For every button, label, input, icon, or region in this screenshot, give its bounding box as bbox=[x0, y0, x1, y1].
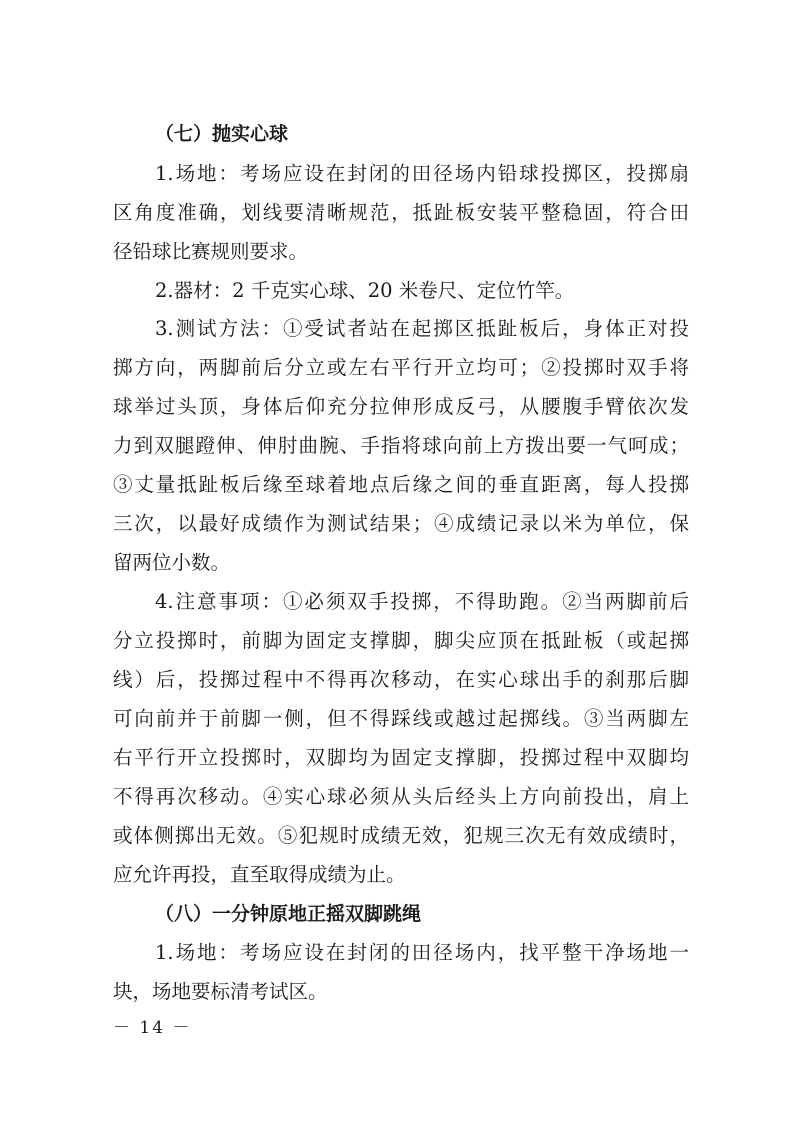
paragraph-line: ③丈量抵趾板后缘至球着地点后缘之间的垂直距离，每人投掷 bbox=[113, 473, 689, 496]
paragraph-line: 力到双腿蹬伸、伸肘曲腕、手指将球向前上方拨出要一气呵成； bbox=[113, 434, 689, 457]
paragraph-line: 2.器材：2 千克实心球、20 米卷尺、定位竹竿。 bbox=[155, 279, 575, 302]
paragraph-line: 右平行开立投掷时，双脚均为固定支撑脚，投掷过程中双脚均 bbox=[113, 746, 689, 769]
paragraph-line: 球举过头顶，身体后仰充分拉伸形成反弓，从腰腹手臂依次发 bbox=[113, 395, 689, 418]
paragraph-line: 线）后，投掷过程中不得再次移动，在实心球出手的刹那后脚 bbox=[113, 668, 689, 691]
paragraph-line: 块，场地要标清考试区。 bbox=[113, 980, 328, 1003]
page-number: － 14 － bbox=[113, 1018, 192, 1038]
paragraph-line: 1.场地：考场应设在封闭的田径场内，找平整干净场地一 bbox=[155, 941, 689, 964]
paragraph-line: 4.注意事项：①必须双手投掷，不得助跑。②当两脚前后 bbox=[155, 590, 689, 613]
paragraph-line: 留两位小数。 bbox=[113, 551, 231, 574]
paragraph-line: 或体侧掷出无效。⑤犯规时成绩无效，犯规三次无有效成绩时， bbox=[113, 824, 689, 847]
section-heading-rope-skipping: （八）一分钟原地正摇双脚跳绳 bbox=[155, 903, 422, 925]
paragraph-line: 三次，以最好成绩作为测试结果；④成绩记录以米为单位，保 bbox=[113, 512, 689, 535]
paragraph-line: 径铅球比赛规则要求。 bbox=[113, 240, 309, 263]
paragraph-line: 掷方向，两脚前后分立或左右平行开立均可；②投掷时双手将 bbox=[113, 356, 689, 379]
section-heading-shot-put: （七）抛实心球 bbox=[155, 123, 289, 145]
paragraph-line: 可向前并于前脚一侧，但不得踩线或越过起掷线。③当两脚左 bbox=[113, 707, 689, 730]
paragraph-line: 3.测试方法：①受试者站在起掷区抵趾板后，身体正对投 bbox=[155, 317, 689, 340]
paragraph-line: 区角度准确，划线要清晰规范，抵趾板安装平整稳固，符合田 bbox=[113, 201, 689, 224]
paragraph-line: 不得再次移动。④实心球必须从头后经头上方向前投出，肩上 bbox=[113, 785, 689, 808]
paragraph-line: 应允许再投，直至取得成绩为止。 bbox=[113, 863, 406, 886]
paragraph-line: 分立投掷时，前脚为固定支撑脚，脚尖应顶在抵趾板（或起掷 bbox=[113, 629, 689, 652]
paragraph-line: 1.场地：考场应设在封闭的田径场内铅球投掷区，投掷扇 bbox=[155, 162, 689, 185]
